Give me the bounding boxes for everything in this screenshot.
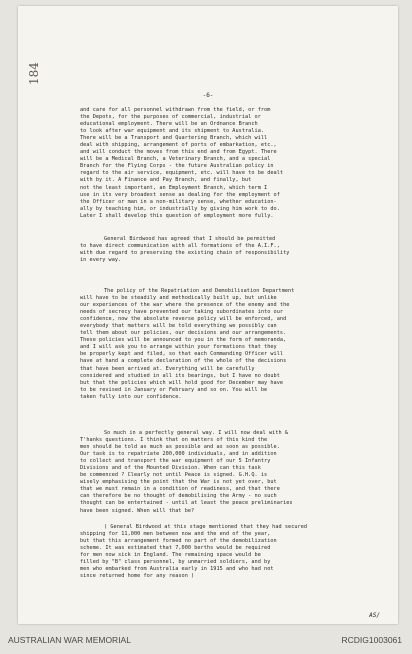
text-line: that have been arrived at. Everything will be carefully [80, 365, 255, 372]
text-line: since returned home for any reason ) [80, 573, 195, 580]
text-line: use in its very broadest sense as dealing for the employment of [80, 191, 280, 198]
text-line: to collect and transport the war equipment of our 5 Infantry [80, 458, 271, 465]
text-line: can therefore be no thought of demobilising the Army - no such [80, 493, 277, 500]
paragraph [80, 430, 380, 515]
archive-footer [0, 632, 412, 648]
text-line: tell them about our policies, our decisions and our arrangements. [80, 330, 287, 337]
text-line: The policy of the Repatriation and Demobilisation Department [104, 288, 295, 294]
text-line: scheme. It was estimated that 7,000 berths would be required [80, 545, 271, 552]
text-line: So much in a perfectly general way. I will now deal with & [104, 430, 289, 436]
record-id: RCDIG1003061 [341, 635, 402, 645]
text-line: shipping for 11,000 men between now and the end of the year, [80, 531, 271, 538]
text-line: our experiences of the war where the presence of the enemy and the [80, 302, 290, 309]
archive-name: AUSTRALIAN WAR MEMORIAL [8, 635, 131, 645]
text-line: Later I shall develop this question of employment more fully. [80, 212, 274, 219]
text-line: These policies will be announced to you in the form of memoranda, [80, 337, 287, 344]
text-line: confidence, now the absolute reverse policy will be enforced, and [80, 316, 287, 323]
text-line: taken fully into our confidence. [80, 393, 182, 400]
text-line: the Officer or man in a non-military sense, whether education- [80, 198, 277, 205]
text-line: General Birdwood has agreed that I should be permitted [104, 236, 276, 242]
text-line: and care for all personnel withdrawn from the field, or from [80, 107, 271, 113]
paragraph [80, 288, 380, 401]
text-line: men should be told as much as possible and as soon as possible. [80, 444, 280, 451]
text-line: be commenced ? Clearly not until Peace is signed. G.H.Q. is [80, 472, 268, 479]
text-line: to have direct communication with all formations of the A.I.F., [80, 243, 280, 250]
text-line: educational employment. There will be an Ordnance Branch [80, 121, 258, 128]
text-line: considered and studied in all its bearings, but I have no doubt [80, 372, 280, 379]
text-line: in every way. [80, 257, 122, 264]
text-line: will be a Medical Branch, a Veterinary Branch, and a special [80, 156, 271, 163]
text-line: wisely emphasising the point that the War is not yet over, but [80, 479, 277, 486]
text-line: have at hand a complete declaration of the whole of the decisions [80, 358, 287, 365]
text-line: and I will ask you to arrange within your formations that they [80, 344, 277, 351]
text-line: not the least important, an Employment Branch, which term I [80, 184, 268, 191]
text-line: ( General Birdwood at this stage mentioned that they had secured [104, 524, 308, 530]
continued-marker: AS/ [369, 612, 380, 619]
document-page [18, 6, 398, 624]
text-line: Divisions and of the Mounted Division. When can this task [80, 465, 261, 472]
text-line: will have to be steadily and methodically built up, but unlike [80, 295, 277, 302]
text-line: needs of secrecy have prevented our taking subordinates into our [80, 309, 284, 316]
text-line: everybody that matters will be told everything we possibly can [80, 323, 277, 330]
text-line: have been signed. When will that be? [80, 507, 195, 514]
paragraph [80, 524, 380, 580]
text-line: with due regard to preserving the existing chain of responsibility [80, 250, 290, 257]
text-line: to be revised in January or February and so on. You will be [80, 386, 268, 393]
text-line: Our task is to repatriate 200,000 individuals, and in addition [80, 451, 277, 458]
text-line: that we must remain in a condition of readiness, and that there [80, 486, 280, 493]
text-line: filled by "B" class personnel, by unmarried soldiers, and by [80, 559, 271, 566]
text-line: but that this arrangement formed no part of the demobilization [80, 538, 277, 545]
text-line: regard to the air service, equipment, etc. will have to be dealt [80, 170, 284, 177]
text-line: thought can be entertained - until at least the peace preliminaries [80, 500, 293, 507]
text-line: T'hanks questions. I think that on matters of this kind the [80, 437, 268, 444]
text-line: be properly kept and filed, so that each Commanding Officer will [80, 351, 284, 358]
text-line: deal with shipping, arrangement of ports of embarkation, etc., [80, 142, 277, 149]
text-line: to look after war equipment and its shipment to Australia. [80, 128, 265, 135]
text-line: and will conduct the moves from this end and from Egypt. There [80, 149, 277, 156]
text-line: There will be a Transport and Quartering Branch, which will [80, 135, 268, 142]
folio-number: 184 [27, 62, 41, 85]
text-line: the Depots, for the purposes of commercial, industrial or [80, 114, 261, 121]
text-line: men who embarked from Australia early in 1915 and who had not [80, 566, 274, 573]
text-line: for men now sick in England. The remaining space would be [80, 552, 261, 559]
page-number: -6- [202, 92, 214, 99]
paragraph [80, 107, 380, 220]
text-line: but that the policies which will hold good for December may have [80, 379, 284, 386]
text-line: ally by teaching him, or industrially by giving him work to do. [80, 205, 280, 212]
text-line: with by it. A Finance and Pay Branch, and finally, but [80, 177, 252, 184]
paragraph [80, 236, 380, 264]
text-line: Branch for the Flying Corps - the future Australian policy in [80, 163, 274, 170]
